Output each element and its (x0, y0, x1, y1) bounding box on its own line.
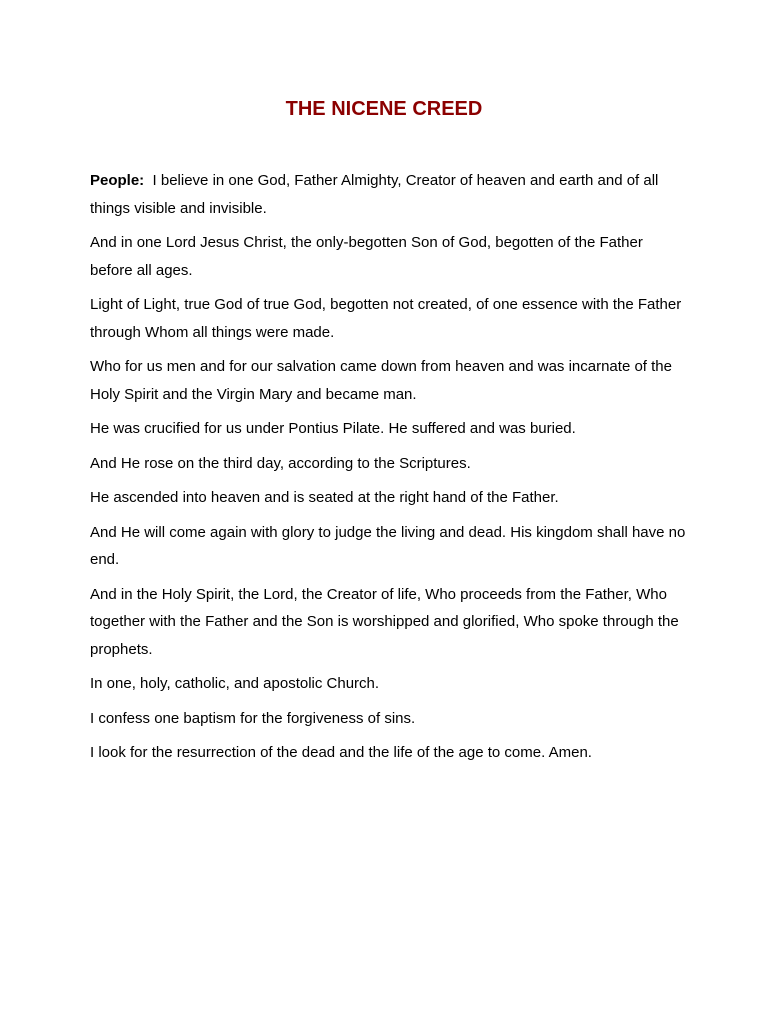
creed-paragraph-1 (90, 167, 686, 222)
creed-paragraph-5: He was crucified for us under Pontius Pilate. He suffered and was buried. (90, 420, 576, 437)
document-title: THE NICENE CREED (285, 98, 483, 120)
creed-paragraph-2: And in one Lord Jesus Christ, the only-begotten Son of God, begotten of the Father before all ages. (90, 234, 643, 279)
creed-paragraph-4: Who for us men and for our salvation came down from heaven and was incarnate of the Holy Spirit and the Virgin Mary and became man. (90, 358, 672, 403)
creed-paragraph-11: I confess one baptism for the forgiveness of sins. (90, 709, 416, 727)
creed-paragraph-12: I look for the resurrection of the dead and the life of the age to come. Amen. (90, 744, 592, 761)
creed-paragraph-8: And He will come again with glory to judge the living and dead. His kingdom shall have no end. (90, 523, 686, 568)
creed-paragraph-10: In one, holy, catholic, and apostolic Church. (90, 675, 380, 692)
creed-paragraph-1-text: I believe in one God, Father Almighty, Creator of heaven and earth and of all things visible and invisible. (90, 172, 659, 217)
creed-paragraph-6: And He rose on the third day, according to the Scriptures. (90, 454, 471, 472)
creed-paragraph-7: He ascended into heaven and is seated at the right hand of the Father. (90, 489, 559, 506)
creed-paragraph-9: And in the Holy Spirit, the Lord, the Creator of life, Who proceeds from the Father, Who together with the Father and the Son is worshipped and glorified, Who spoke through the prophets. (90, 585, 679, 658)
creed-body (90, 167, 686, 774)
creed-paragraph-3: Light of Light, true God of true God, begotten not created, of one essence with the Father through Whom all things were made. (90, 296, 682, 341)
speaker-label: People: (90, 172, 145, 189)
